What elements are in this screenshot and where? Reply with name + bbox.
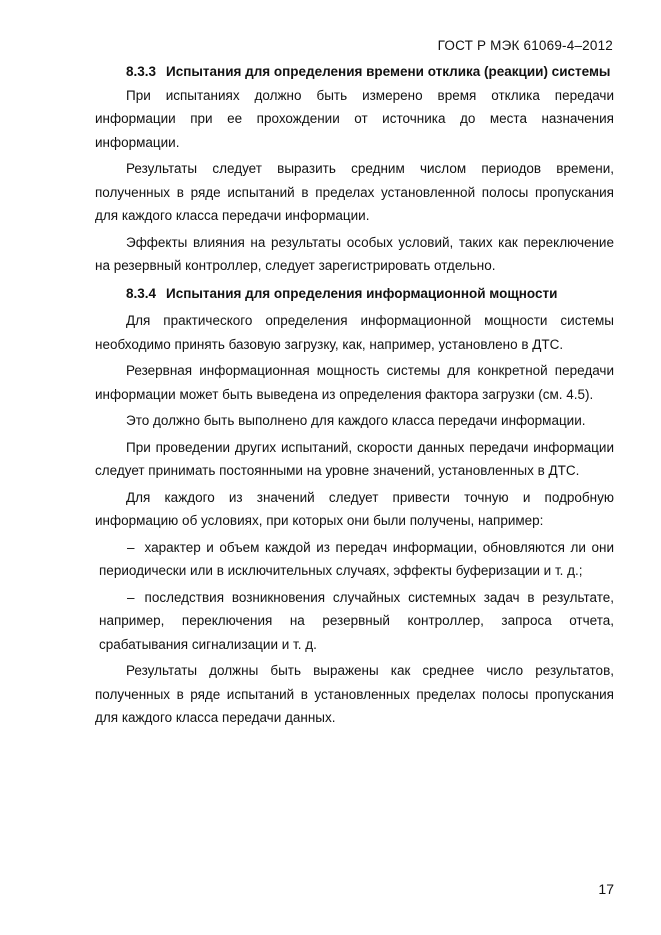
list-marker: –: [127, 589, 135, 605]
paragraph: Резервная информационная мощность системы для конкретной передачи информации может быть выведена из определения фактора загрузки (см. 4.5).: [95, 363, 614, 402]
list-item: [95, 586, 614, 657]
paragraph: Эффекты влияния на результаты особых условий, таких как переключение на резервный контроллер, следует зарегистрировать отдельно.: [95, 234, 614, 273]
document-header: ГОСТ Р МЭК 61069-4–2012: [437, 38, 613, 53]
list-item-text: характер и объем каждой из передач информации, обновляются ли они периодически или в исключительных случаях, эффекты буферизации и т. д.;: [99, 539, 614, 578]
section-title: Испытания для определения времени отклика (реакции) системы: [166, 64, 611, 79]
page-content: [95, 60, 614, 730]
paragraph: Результаты следует выразить средним числом периодов времени, полученных в ряде испытаний в пределах установленной полосы пропускания для каждого класса передачи информации.: [95, 161, 614, 223]
section-number: 8.3.4: [126, 285, 157, 301]
section-heading-8-3-4: [95, 282, 614, 306]
list-item-text: последствия возникновения случайных системных задач в результате, например, переключения на резервный контроллер, запроса отчета, срабатывания сигнализации и т. д.: [99, 589, 614, 652]
paragraph: Для каждого из значений следует привести точную и подробную информацию об условиях, при которых они были получены, например:: [95, 489, 614, 528]
section-heading-8-3-3: [95, 60, 614, 84]
section-title: Испытания для определения информационной мощности: [166, 285, 558, 301]
list-marker: –: [127, 539, 135, 555]
paragraph: При испытаниях должно быть измерено время отклика передачи информации при ее прохождении от источника до места назначения информации.: [95, 87, 614, 150]
page-number: 17: [598, 881, 614, 897]
paragraph: Для практического определения информационной мощности системы необходимо принять базовую загрузку, как, например, установлено в ДТС.: [95, 313, 614, 352]
paragraph: Это должно быть выполнено для каждого класса передачи информации.: [126, 413, 586, 428]
list-item: [95, 536, 614, 583]
section-number: 8.3.3: [126, 64, 157, 79]
paragraph: Результаты должны быть выражены как среднее число результатов, полученных в ряде испытаний в установленных пределах полосы пропускания для каждого класса передачи данных.: [95, 663, 614, 725]
paragraph: При проведении других испытаний, скорости данных передачи информации следует принимать постоянными на уровне значений, установленных в ДТС.: [95, 439, 614, 478]
